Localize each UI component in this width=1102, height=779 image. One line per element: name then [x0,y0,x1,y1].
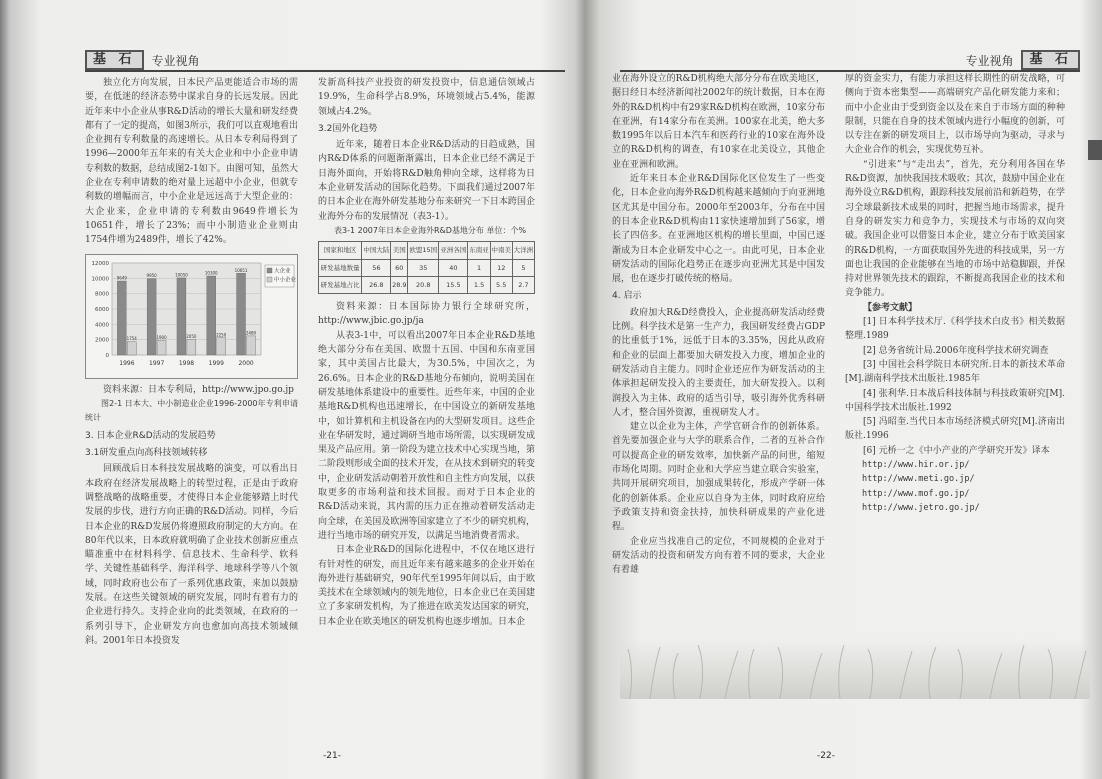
body-paragraph: 发新高科技产业投资的研发投资中，信息通信领域占19.9%，生命科学占8.9%，环境领域占5.4%，能源领域占4.2%。 [318,78,535,117]
bar-中小企业 [217,337,226,354]
reference-url: http://www.hir.or.jp/ [862,460,970,471]
reference-item: [4] 张利华.日本战后科技体制与科技政策研究[M].中国科学技术出版社.1992 [845,388,1065,413]
table-cell: 20.8 [408,276,439,293]
table-cell: 12 [490,259,512,276]
left-page-header [85,50,565,72]
table-cell: 56 [362,259,391,276]
section-heading: 4. 启示 [612,291,642,302]
table-cell: 5 [512,259,534,276]
bar-chart [85,254,298,379]
y-tick-label: 6000 [95,306,109,313]
page-edge-tab [1088,140,1102,160]
body-paragraph: 回顾战后日本科技发展战略的演变，可以看出日本政府在经济发展战略上的转型过程，正是由于政府调整战略的战略重要，才使得日本企业能够踏上时代发展的步伐，进行方向正确的R&D活动。同样，今后日本企业的R&D发展仍将遵照政府制定的大方向。在80年代以来，日本政府就明确了企业技术创新应重点瞄准重中在材料科学、信息技术、生命科学、软科学、关键性基础科学、海洋科学、地球科学等八个领域，同时政府也公布了一系列优惠政策，来加以鼓励发展。在这些关键领域的研究发展，同时有着有力的企业进行持久。支持企业向的此类领域，在政府的一系列引导下，企业研发方向也愈加向高技术领域倾斜。2001年日本投资发 [85,464,298,646]
bar-data-label: 10300 [204,270,218,276]
right-column-1 [612,72,825,577]
bar-大企业 [147,278,156,354]
table-cell: 1.5 [468,276,490,293]
table-cell: 大洋洲 [512,242,534,259]
references-title: 【参考文献】 [863,302,918,313]
reference-url: http://www.jetro.go.jp/ [862,502,980,513]
x-tick-label: 1999 [208,359,224,367]
left-column-2 [318,76,535,629]
bar-data-label: 10651 [234,267,248,273]
body-paragraph: 资料来源：日本国际协力银行全球研究所，http://www.jbic.go.jp/ja [318,302,535,327]
chart-source: 资料来源：日本专利局，http://www.jpo.go.jp [103,384,294,395]
journal-logo: 基 石 [1021,50,1080,70]
bar-中小企业 [247,335,256,354]
y-tick-label: 4000 [95,321,109,328]
table-cell: 2.7 [512,276,534,293]
reference-url: http://www.meti.go.jp/ [862,474,975,485]
section-heading: 3.2国外化趋势 [318,123,378,134]
reference-item: [2] 总务省统计局.2006年度科学技术研究调查 [863,345,1049,356]
table-row [319,259,535,276]
table-cell: 中国大陆 [362,242,391,259]
grass-decoration [620,639,1090,699]
legend-swatch [267,268,272,273]
x-tick-label: 1996 [119,359,135,367]
bar-中小企业 [187,339,196,355]
body-paragraph: 近年来日本企业R&D国际化区位发生了一些变化，日本企业向海外R&D机构越来越倾向于向亚洲地区尤其是中国分布。2000年至2003年，分布在中国的日本企业R&D机构由11家快速增加到了56家，增长了四倍多。在亚洲地区机构的增长里面，中国已逐渐成为日本企业研发中心之一。由此可见，日本企业研发活动的国际化趋势正在逐步向亚洲尤其是中国发展，也在逐步打破传统的格局。 [612,174,825,285]
bar-data-label: 2489 [245,329,257,335]
body-paragraph: 业在海外设立的R&D机构绝大部分分布在欧美地区，据日经日本经济新闻社2002年的统计数据，日本在海外的R&D机构中有29家R&D机构在欧洲，10家分布在亚洲，有14家分布在美洲。100家在北美，绝大多数1995年以后日本汽车和医药行业的10家在海外设立的R&D机构的调查，有10家在北美设立，其他企业在亚洲和欧洲。 [612,74,825,170]
chart-caption: 图2-1 日本大、中小制造业企业1996-2000年专利申请统计 [85,399,298,423]
bar-data-label: 9649 [116,275,127,281]
reference-item: [1] 日本科学技术厅.《科学技术白皮书》相关数据整理.1989 [845,317,1065,342]
reference-item: [6] 元桥一之《中小产业的产学研究开发》译本 [863,445,1050,456]
x-tick-label: 2000 [238,359,254,367]
table-header-row [319,242,535,259]
section-heading: 3. 日本企业R&D活动的发展趋势 [85,430,216,441]
y-tick-label: 0 [105,352,109,359]
y-tick-label: 12000 [91,260,109,267]
x-tick-label: 1997 [149,359,165,367]
bar-大企业 [177,278,186,355]
table-cell: 国家和地区 [319,242,362,259]
bar-大企业 [207,276,216,355]
table-analysis-text [318,300,535,629]
table-cell: 欧盟15国 [408,242,439,259]
bar-data-label: 1900 [156,334,167,340]
section-3-2-text [318,76,535,224]
right-col1-text [612,72,825,577]
reference-item: [5] 冯昭奎.当代日本市场经济模式研究[M].济南出版社.1996 [845,417,1065,442]
page-number-right: -22- [817,751,835,761]
table-cell: 35 [408,259,439,276]
table-title: 表3-1 2007年日本企业海外R&D基地分布 单位：个% [334,225,527,235]
x-tick-label: 1998 [178,359,195,367]
section-3-text [85,429,298,648]
body-paragraph: 独立化方向发展，日本民产品更能适合市场的需要，在低迷的经济态势中谋求自身的长远发展。因此近年来中小企业从事R&D活动的增长大量和研发经费都有了一定的提高，如图3所示，我们可以直观地看出企业拥有专利数量的高速增长。从日本专利局得到了1996—2000年五年来的有关大企业和中小企业申请专利数的数据，总结成图2-1如下。由图可知，虽然大企业在专利申请数的绝对量上远超中小企业，但就专利数的增幅而言，中小企业是远远高于大型企业的：大企业来，企业申请的专利数由9649件增长为10651件，增长了23%；而中小制造业企业则由1754件增为2489件，增长了42%。 [85,78,298,246]
right-col2-text [845,72,1065,515]
right-page-header [620,50,1080,72]
reference-url: http://www.mof.go.jp/ [862,488,970,499]
table-cell: 60 [391,259,408,276]
bar-data-label: 2050 [186,333,197,339]
table-cell: 美国 [391,242,408,259]
table-cell: 26.8 [362,276,391,293]
body-paragraph: 企业应当找准自己的定位，不同规模的企业对于研发活动的投资和研发方向有着不同的要求，大企业有着雄 [612,536,825,576]
table-cell: 28.9 [391,276,408,293]
bar-大企业 [237,273,246,355]
body-paragraph: 从表3-1中，可以看出2007年日本企业R&D基地绝大部分分布在美国、欧盟十五国、中国和东南亚国家，其中美国占比最大，为30.5%，中国次之，为26.6%。日本企业的R&D基地分布倾向，说明美国在研发基地体系建设中的重要性。近些年来，中国的企业基地R&D机构也迅速增长，在中国设立的新研发基地中，如计算机和主机设备在内的大型研发项目。这些企业在华研发时，通过调研当地市场所需，以实现研发成果及产品应用。第一阶段为建立技术中心实现当地，第二阶段则形成全面的技术开发，在从技术到研究的转变中，企业研发活动朝着开放性和自主性方向发展，以获取更多的市场利益和技术回报。而对于日本企业的R&D活动来说，其内需的压力正在推动着研发活动走向全球，在美国及欧洲等国家建立了不少的研究机构，进行当地市场的研究开发，以满足当地消费者需求。 [318,330,535,541]
reference-item: [3] 中国社会科学院日本研究所.日本的新技术革命[M].湖南科学技术出版社.1985年 [845,359,1065,385]
section-label: 专业视角 [965,53,1014,68]
body-paragraph: 建立以企业为主体，产学官研合作的创新体系。首先要加强企业与大学的联系合作，二者的互补合作可以提高企业的研发效率，加快新产品的问世，缩短市场化周期。同时企业和大学应当建立联合实验室，共同开展研究项目，加强成果转化，形成产学研一体化的创新体系。企业应以自身为主体，同时政府应给予政策支持和资金扶持，加快科研成果的产业化进程。 [612,422,825,533]
rd-base-table [318,241,535,294]
y-tick-label: 8000 [95,291,109,298]
y-tick-label: 10000 [91,275,109,282]
journal-logo: 基 石 [85,50,144,70]
table-cell: 亚洲各国 [439,242,468,259]
page-number-left: -21- [323,751,341,761]
section-label: 专业视角 [151,53,200,68]
body-paragraph: 日本企业R&D的国际化进程中，不仅在地区进行有针对性的研发，而且近年来有越来越多的企业开始在海外进行基础研究，90年代至1995年间以后，由于欧美技术在全球领域内的领先地位，日本企业已在美国建立了多家研发机构，为了推进在欧美发达国家的研究，日本企业在欧美地区的研发机构也逐步增加。日本企 [318,545,535,627]
body-paragraph: 政府加大R&D经费投入，企业提高研发活动经费比例。科学技术是第一生产力，我国研发经费占GDP的比重低于1%，远低于日本的3.35%，因此从政府和企业的层面上都要加大研发投入力度，增加企业的研发活动自主能力。同时企业还应作为研发活动的主体承担起研发投入的主要责任，加大研发投入。以利润投入为主体、政府的适当引导，吸引海外优秀科研人才，整合国外资源，重视研发人才。 [612,307,825,418]
body-paragraph: “引进来”与“走出去”，首先，充分利用各国在华R&D资源，加快我国技术吸收；其次，鼓励中国企业在海外设立R&D机构，跟踪科技发展前沿和新趋势，在学习全球最新技术成果的同时，把握当地市场需求，提升自身的研发实力和竞争力，实现技术与市场的双向突破。我国企业可以借鉴日本企业，建立分布于欧美国家的R&D机构，一方面获取国外先进的科技成果，另一方面也让我国的企业能够在当地的市场中站稳脚跟，并保持对世界领先技术的跟踪，不断提高我国企业的技术和竞争能力。 [845,159,1066,299]
grass-image [620,639,1090,699]
table-cell: 1 [468,259,490,276]
body-paragraph: 厚的资金实力，有能力承担这样长期性的研发战略，可侧向于资本密集型——高端研究产品化研发能力来和；而中小企业由于受到资金以及在来自于市场方面的种种限制，只能在自身的技术领域内进行小幅度的创新，可以专注在新的研发项目上，以市场导向为驱动，寻求与大企业合作的机会，实现优势互补。 [845,74,1065,156]
legend-label: 中小企业 [274,277,297,284]
bar-大企业 [117,281,126,355]
table-cell: 中南美 [490,242,512,259]
left-column-1 [85,76,298,648]
table-cell: 研发基地数量 [319,259,362,276]
table-cell: 5.5 [490,276,512,293]
chart-svg [86,255,297,373]
y-tick-label: 2000 [95,337,109,344]
intro-text [85,76,298,248]
right-page [585,0,1102,779]
section-heading: 3.1研发重点向高科技领域转移 [85,448,208,459]
bar-中小企业 [157,340,166,355]
bar-data-label: 10050 [175,272,188,278]
table-row [319,276,535,293]
legend-swatch [267,277,272,282]
bar-data-label: 1754 [126,335,137,341]
legend-label: 大企业 [274,268,291,275]
bar-data-label: 2250 [216,331,227,337]
bar-data-label: 9950 [146,272,157,278]
table-cell: 40 [439,259,468,276]
body-paragraph: 近年来，随着日本企业R&D活动的日趋成熟，国内R&D体系的问题渐渐露出，日本企业已经不满足于日海外面向，开始将R&D触角伸向全球，这样将为日本企业研发活动的国际化趋势。下面我们通过2007年的日本企业在海外研发基地分布来研究一下日本跨国企业海外分布的发展情况（表3-1）。 [318,140,535,222]
right-column-2 [845,72,1065,515]
table-cell: 东南亚 [468,242,490,259]
bar-中小企业 [127,341,136,354]
table-cell: 15.5 [439,276,468,293]
table-cell: 研发基地占比 [319,276,362,293]
